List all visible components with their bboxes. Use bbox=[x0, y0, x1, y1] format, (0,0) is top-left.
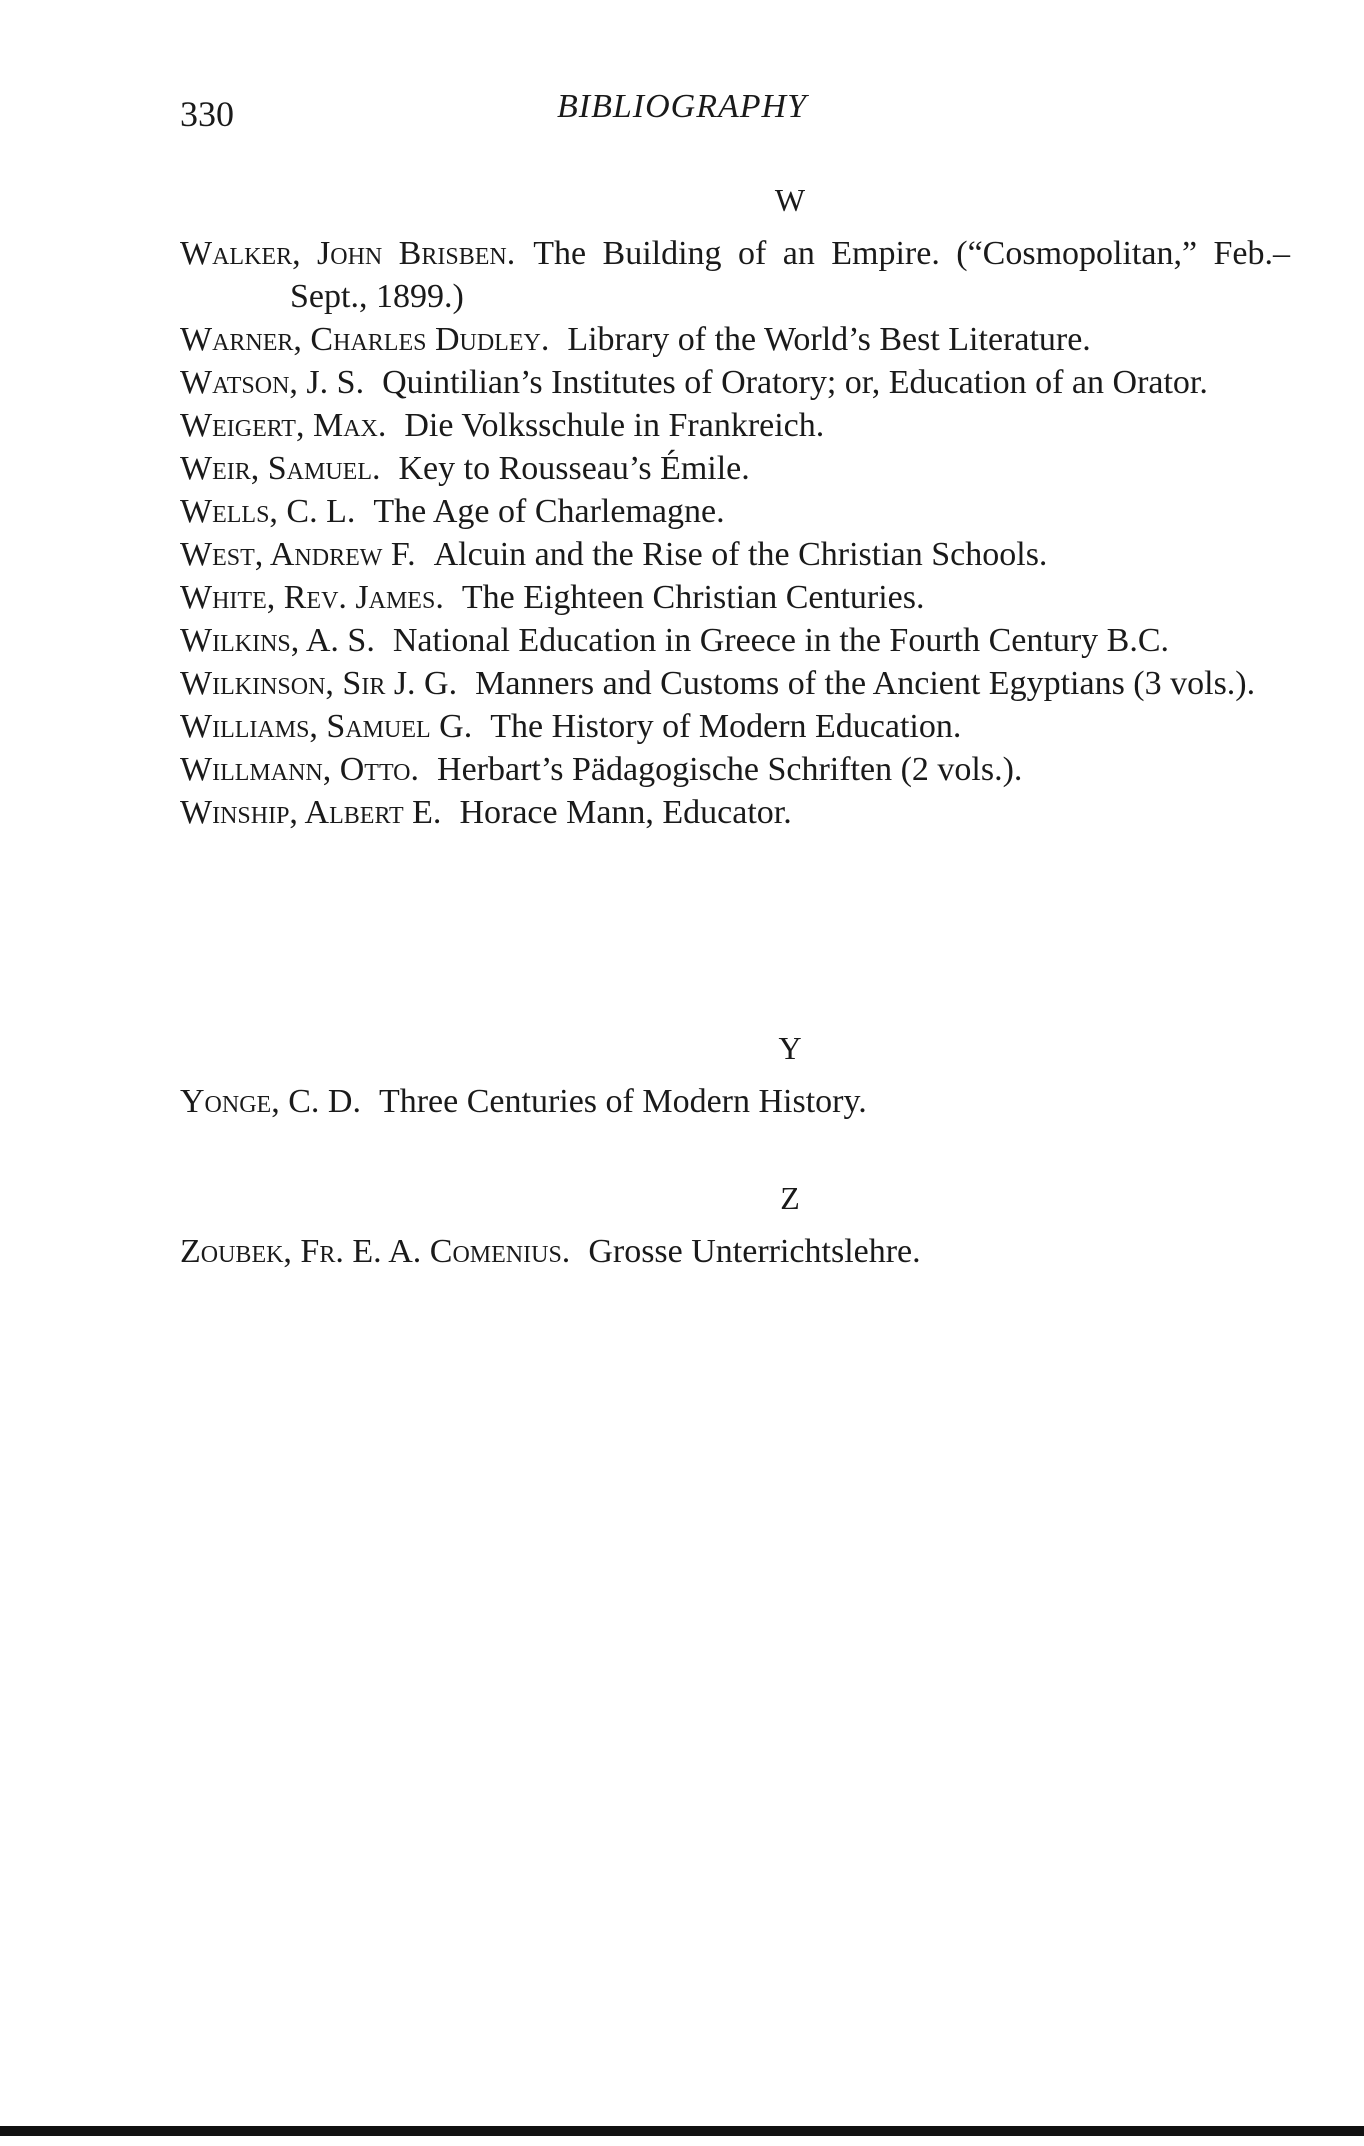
bib-entry bbox=[180, 533, 1290, 576]
entry-title: Die Volksschule in Frankreich. bbox=[404, 407, 825, 444]
entry-title: The History of Modern Education. bbox=[490, 708, 962, 745]
entry-author: Yonge, C. D. bbox=[180, 1083, 361, 1120]
entry-title: Alcuin and the Rise of the Christian Schools. bbox=[433, 536, 1048, 573]
entry-title: The Age of Charlemagne. bbox=[373, 493, 725, 530]
entry-author: Warner, Charles Dudley. bbox=[180, 321, 550, 358]
entry-title: Herbart’s Pädagogische Schriften (2 vols.). bbox=[437, 751, 1023, 788]
entry-title: Three Centuries of Modern History. bbox=[378, 1083, 867, 1120]
bib-entry bbox=[180, 232, 1290, 318]
running-head: BIBLIOGRAPHY bbox=[557, 88, 807, 125]
bib-entry bbox=[180, 748, 1290, 791]
bib-entry bbox=[180, 447, 1290, 490]
bib-entry bbox=[180, 576, 1290, 619]
bib-entry bbox=[180, 791, 1290, 834]
entry-title: Quintilian’s Institutes of Oratory; or, Education of an Orator. bbox=[382, 364, 1208, 401]
page-number: 330 bbox=[180, 94, 234, 134]
entry-title: Library of the World’s Best Literature. bbox=[567, 321, 1091, 358]
bib-entry bbox=[180, 1080, 1290, 1123]
entry-title: Key to Rousseau’s Émile. bbox=[398, 450, 750, 487]
bib-entry bbox=[180, 662, 1290, 705]
bib-entry bbox=[180, 404, 1290, 447]
section-letter: W bbox=[774, 182, 806, 218]
entry-title: Horace Mann, Educator. bbox=[459, 794, 792, 831]
section-z bbox=[180, 1166, 1290, 1273]
bib-entry bbox=[180, 619, 1290, 662]
entry-title: National Education in Greece in the Fourth Century B.C. bbox=[392, 622, 1169, 659]
entry-author: Wells, C. L. bbox=[180, 493, 356, 530]
entry-title: The Building of an Empire. (“Cosmopolitan,” Feb.–Sept., 1899.) bbox=[290, 235, 1290, 315]
entry-author: Zoubek, Fr. E. A. Comenius. bbox=[180, 1233, 571, 1270]
section-y bbox=[180, 1016, 1290, 1123]
entry-author: White, Rev. James. bbox=[180, 579, 444, 616]
bib-entry bbox=[180, 361, 1290, 404]
entry-title: Manners and Customs of the Ancient Egyptians (3 vols.). bbox=[475, 665, 1256, 702]
entry-author: Weir, Samuel. bbox=[180, 450, 381, 487]
section-w bbox=[180, 168, 1290, 834]
entry-author: West, Andrew F. bbox=[180, 536, 416, 573]
bib-entry bbox=[180, 705, 1290, 748]
bib-entry bbox=[180, 1230, 1290, 1273]
entry-author: Watson, J. S. bbox=[180, 364, 365, 401]
entry-title: The Eighteen Christian Centuries. bbox=[461, 579, 925, 616]
entry-author: Weigert, Max. bbox=[180, 407, 387, 444]
section-letter: Z bbox=[780, 1180, 800, 1216]
entry-author: Winship, Albert E. bbox=[180, 794, 442, 831]
entry-author: Wilkinson, Sir J. G. bbox=[180, 665, 458, 702]
entry-author: Wilkins, A. S. bbox=[180, 622, 375, 659]
section-letter: Y bbox=[778, 1030, 802, 1066]
entry-author: Willmann, Otto. bbox=[180, 751, 420, 788]
entry-author: Williams, Samuel G. bbox=[180, 708, 473, 745]
bib-entry bbox=[180, 318, 1290, 361]
bottom-rule bbox=[0, 2126, 1364, 2136]
entry-title: Grosse Unterrichtslehre. bbox=[588, 1233, 921, 1270]
entry-author: Walker, John Brisben. bbox=[180, 235, 516, 272]
bib-entry bbox=[180, 490, 1290, 533]
